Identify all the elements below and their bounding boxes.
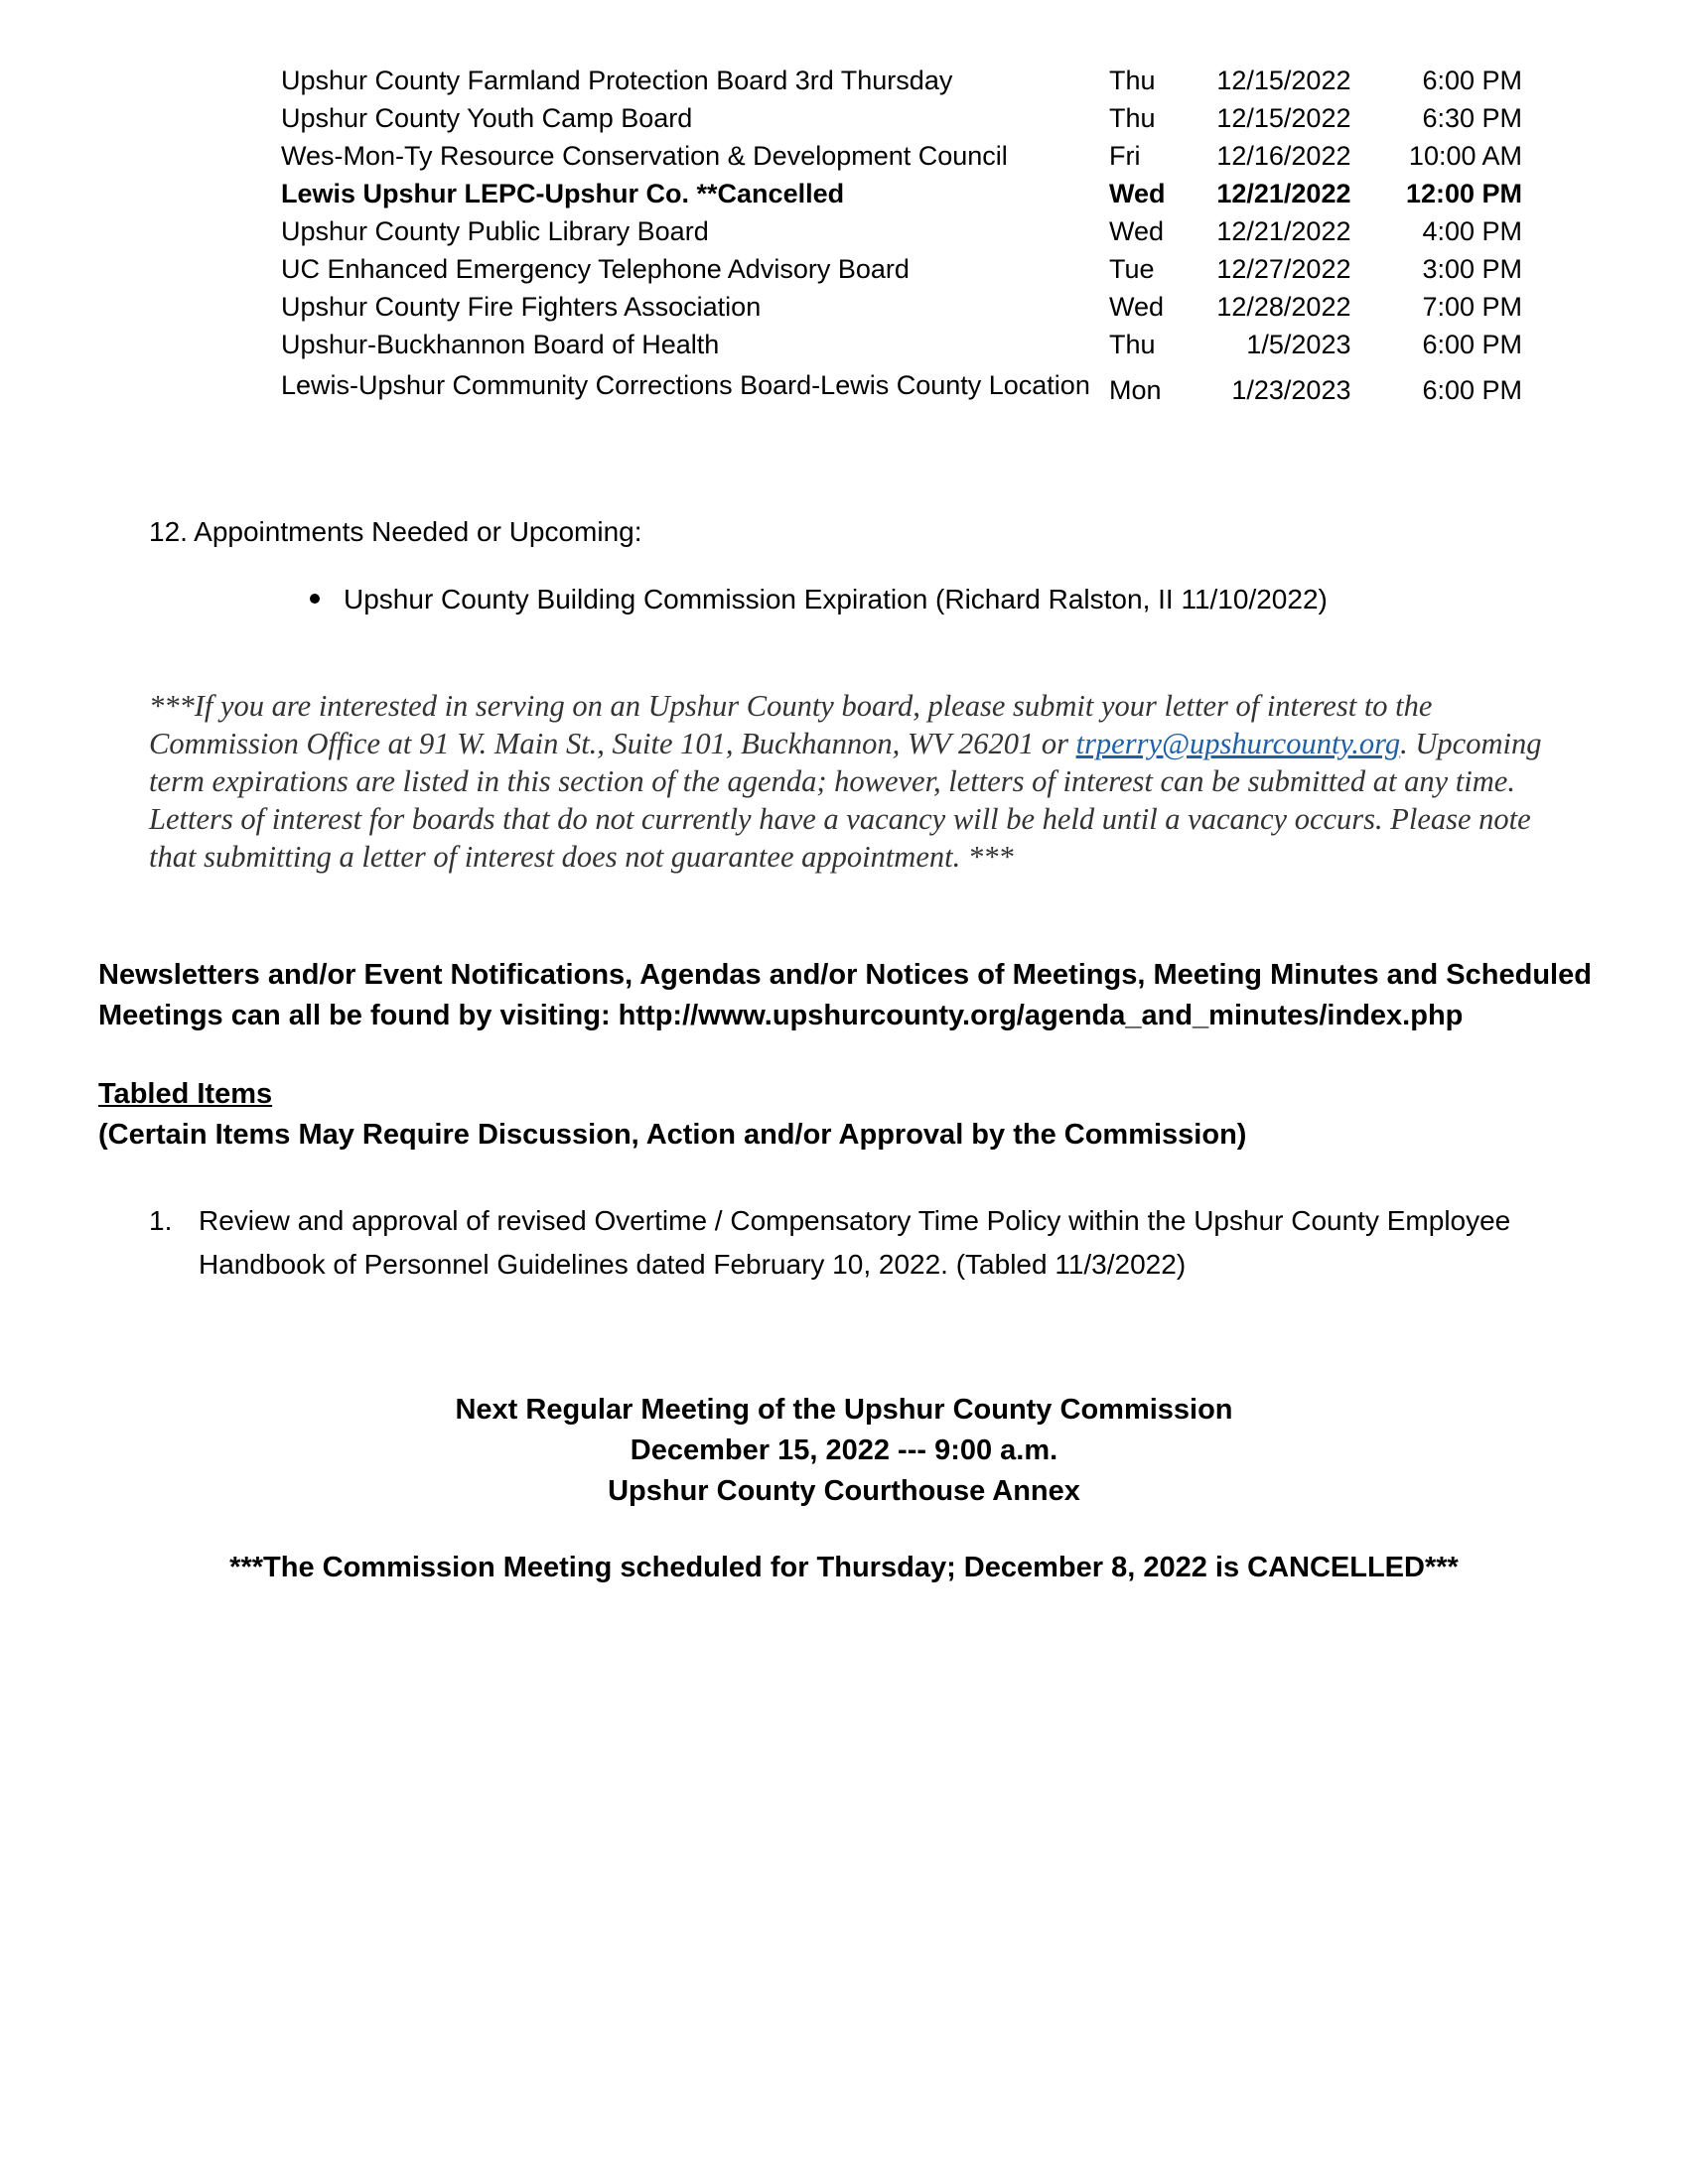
meeting-time: 12:00 PM [1405,179,1522,208]
bullet-icon [310,594,320,604]
table-row [281,137,1522,175]
meeting-name: Upshur County Public Library Board [281,216,709,246]
letter-of-interest-note [149,687,1569,876]
meeting-date: 12/21/2022 [1216,179,1351,208]
meeting-name: UC Enhanced Emergency Telephone Advisory Board [281,254,910,284]
next-meeting-location: Upshur County Courthouse Annex [608,1475,1080,1507]
meeting-day: Thu [1108,103,1156,133]
email-link[interactable]: trperry@upshurcounty.org [1075,727,1401,760]
meeting-day: Mon [1108,375,1162,405]
list-item: Review and approval of revised Overtime / Compensatory Time Policy within the Upshur County Employee Handbook of Personnel Guidelines dated February 10, 2022. (Tabled 11/3/2022) [199,1205,1511,1280]
list-item-number: 1. [149,1205,173,1236]
meeting-name: Upshur County Fire Fighters Association [281,292,762,322]
next-meeting-datetime: December 15, 2022 --- 9:00 a.m. [630,1434,1058,1466]
meeting-time: 6:00 PM [1422,330,1522,359]
meeting-date: 1/23/2023 [1231,375,1351,405]
meeting-day: Thu [1108,330,1156,359]
tabled-items-title: Tabled Items [98,1078,273,1110]
meeting-time: 4:00 PM [1422,216,1522,246]
table-row-cancelled [281,175,1522,212]
meeting-day: Fri [1108,141,1141,171]
appointment-text: Upshur County Building Commission Expiration (Richard Ralston, II 11/10/2022) [344,584,1328,614]
meeting-date: 12/16/2022 [1216,141,1351,171]
next-meeting-block [0,1390,1688,1512]
meeting-day: Tue [1108,254,1155,284]
cancellation-notice: ***The Commission Meeting scheduled for Thursday; December 8, 2022 is CANCELLED*** [229,1552,1459,1583]
meeting-time: 7:00 PM [1422,292,1522,322]
scheduled-meetings-table [281,62,1522,409]
appointment-list-item [310,584,1328,615]
meeting-name: Upshur County Farmland Protection Board 3rd Thursday [281,66,953,95]
meeting-time: 10:00 AM [1408,141,1522,171]
meeting-day: Wed [1108,179,1166,208]
tabled-items-list [149,1199,1589,1287]
meeting-time: 3:00 PM [1422,254,1522,284]
table-row [281,250,1522,288]
meeting-day: Wed [1108,292,1164,322]
tabled-items-subtitle: (Certain Items May Require Discussion, Action and/or Approval by the Commission) [98,1119,1247,1151]
interest-note-text: ***If you are interested in serving on an Upshur County board, please submit your letter of interest to the Commission Office at 91 W. Main St., Suite 101, Buckhannon, WV 26201 or [149,689,1433,760]
meeting-name: Lewis-Upshur Community Corrections Board-Lewis County Location [281,369,1090,400]
interest-note-text-continued: . Upcoming term expirations are listed in this section of the agenda; however, letters of interest can be submitted at any time. Letters of interest for boards that do not currently have a vacancy will be held until a vacancy occurs. Please note that submitting a letter of interest does not guarantee appointment. *** [149,727,1542,874]
table-row [281,363,1522,409]
section-12-heading: 12. Appointments Needed or Upcoming: [149,516,642,547]
meeting-day: Thu [1108,66,1156,95]
table-row [281,62,1522,99]
newsletter-notice: Newsletters and/or Event Notifications, Agendas and/or Notices of Meetings, Meeting Minutes and Scheduled Meetings can all be found by visiting: http://www.upshurcounty.org/agenda_and_minutes/index.php [98,959,1592,1031]
meeting-name: Upshur-Buckhannon Board of Health [281,330,720,359]
meeting-date: 12/21/2022 [1216,216,1351,246]
meeting-date: 12/15/2022 [1216,103,1351,133]
meeting-name: Lewis Upshur LEPC-Upshur Co. **Cancelled [281,179,845,208]
meeting-date: 12/15/2022 [1216,66,1351,95]
next-meeting-title: Next Regular Meeting of the Upshur County Commission [455,1394,1233,1426]
meeting-date: 12/28/2022 [1216,292,1351,322]
meeting-name: Upshur County Youth Camp Board [281,103,693,133]
table-row [281,212,1522,250]
meeting-date: 1/5/2023 [1246,330,1351,359]
meeting-day: Wed [1108,216,1164,246]
table-row [281,288,1522,326]
meeting-name: Wes-Mon-Ty Resource Conservation & Development Council [281,141,1008,171]
meeting-time: 6:00 PM [1422,375,1522,405]
meeting-time: 6:00 PM [1422,66,1522,95]
meeting-time: 6:30 PM [1422,103,1522,133]
table-row [281,326,1522,363]
table-row [281,99,1522,137]
meeting-date: 12/27/2022 [1216,254,1351,284]
